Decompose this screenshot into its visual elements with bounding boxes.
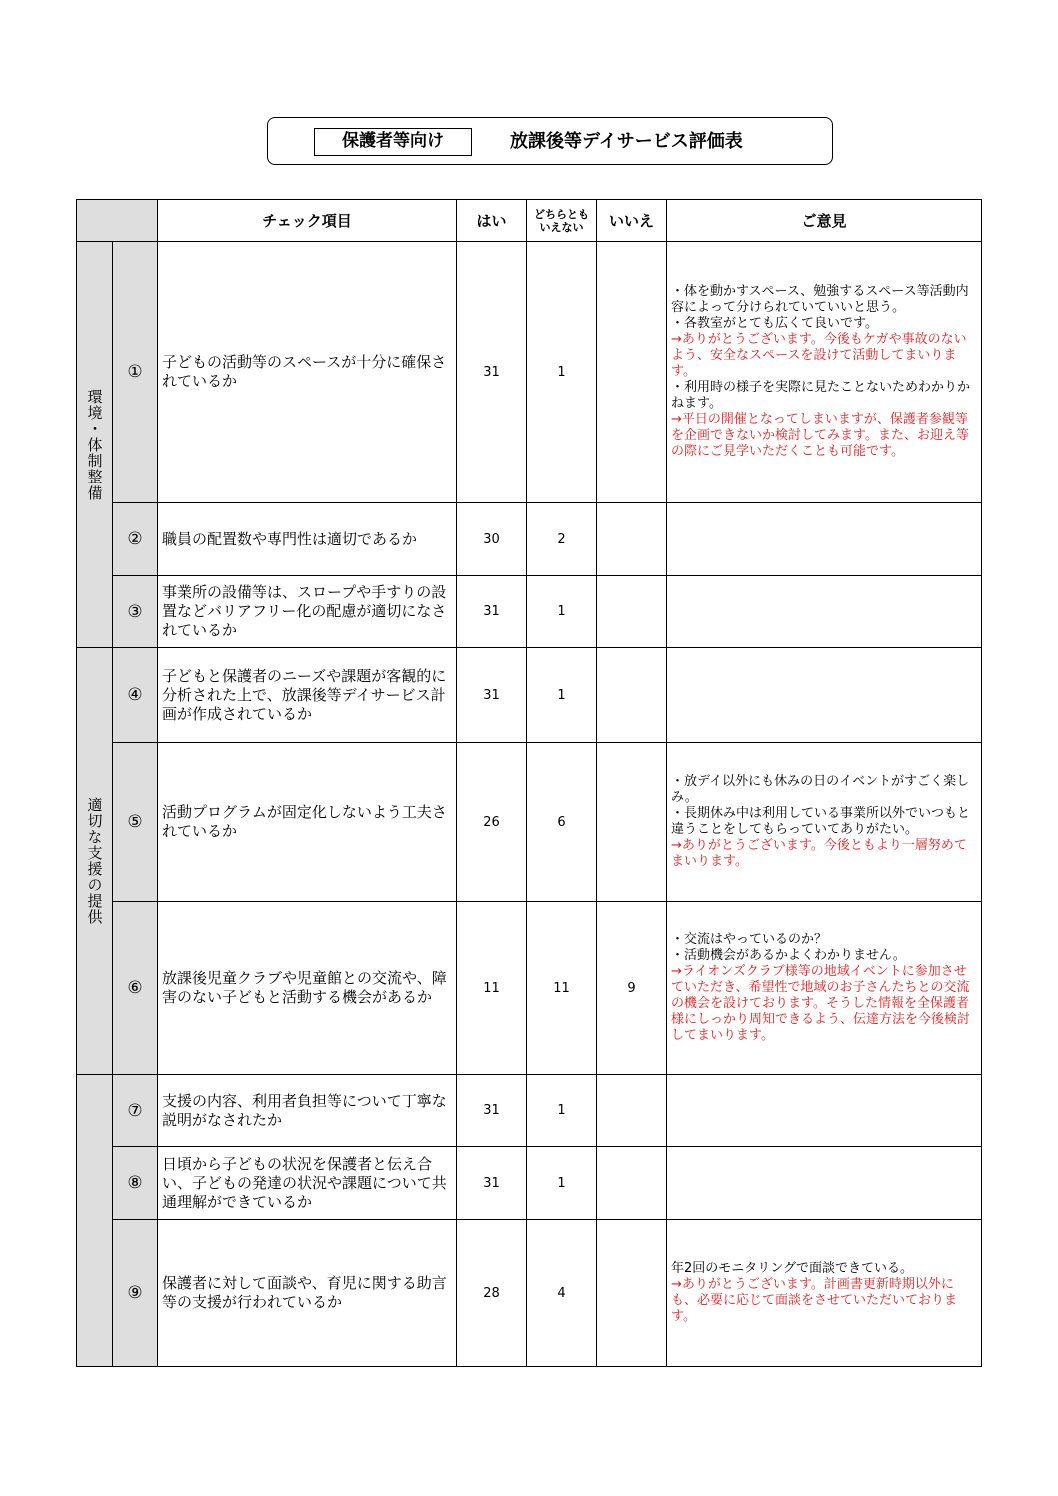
check-item: 子どもの活動等のスペースが十分に確保されているか: [158, 242, 457, 503]
row-number: ⑨: [113, 1220, 158, 1367]
header-opinion: ご意見: [667, 200, 982, 242]
neither-count: 6: [527, 743, 597, 902]
page-title: 放課後等デイサービス評価表: [510, 131, 743, 152]
check-item: 保護者に対して面談や、育児に関する助言等の支援が行われているか: [158, 1220, 457, 1367]
row-number: ④: [113, 648, 158, 743]
table-row: [77, 242, 982, 503]
parent-comment: ・放デイ以外にも休みの日のイベントがすごく楽しみ。: [671, 774, 970, 805]
yes-count: 28: [457, 1220, 527, 1367]
header-neither: [527, 200, 597, 242]
row-number: ⑥: [113, 902, 158, 1075]
row-number: ①: [113, 242, 158, 503]
header-row: [77, 200, 982, 242]
no-count: [597, 1220, 667, 1367]
staff-response: →平日の開催となってしまいますが、保護者参観等を企画できないか検討してみます。また、お迎え等の際にご見学いただくことも可能です。: [671, 412, 969, 459]
parent-comment: ・各教室がとても広くて良いです。: [671, 316, 878, 331]
staff-response: →ありがとうございます。計画書更新時期以外にも、必要に応じて面談をさせていただいております。: [671, 1277, 958, 1324]
row-number: ③: [113, 576, 158, 648]
neither-count: 1: [527, 1147, 597, 1220]
staff-response: →ありがとうございます。今後ともより一層努めてまいります。: [671, 838, 967, 869]
no-count: [597, 1075, 667, 1147]
neither-count: 1: [527, 576, 597, 648]
check-item: 活動プログラムが固定化しないよう工夫されているか: [158, 743, 457, 902]
no-count: [597, 242, 667, 503]
opinion-cell: [667, 743, 982, 902]
check-item: 日頃から子どもの状況を保護者と伝え合い、子どもの発達の状況や課題について共通理解ができているか: [158, 1147, 457, 1220]
title-box: [267, 117, 833, 165]
opinion-cell: [667, 576, 982, 648]
table-row: [77, 1075, 982, 1147]
row-number: ②: [113, 503, 158, 576]
opinion-cell: [667, 648, 982, 743]
neither-count: 1: [527, 1075, 597, 1147]
no-count: 9: [597, 902, 667, 1075]
check-item: 支援の内容、利用者負担等について丁寧な説明がなされたか: [158, 1075, 457, 1147]
header-check-item: チェック項目: [158, 200, 457, 242]
opinion-cell: [667, 902, 982, 1075]
table-row: [77, 743, 982, 902]
neither-count: 4: [527, 1220, 597, 1367]
evaluation-table: [76, 199, 982, 1367]
row-number: ⑦: [113, 1075, 158, 1147]
no-count: [597, 743, 667, 902]
check-item: 放課後児童クラブや児童館との交流や、障害のない子どもと活動する機会があるか: [158, 902, 457, 1075]
yes-count: 31: [457, 576, 527, 648]
yes-count: 31: [457, 242, 527, 503]
yes-count: 26: [457, 743, 527, 902]
neither-count: 11: [527, 902, 597, 1075]
yes-count: 31: [457, 1075, 527, 1147]
row-number: ⑧: [113, 1147, 158, 1220]
header-neither-line1: どちらとも: [534, 207, 589, 221]
no-count: [597, 576, 667, 648]
parent-comment: ・体を動かすスペース、勉強するスペース等活動内容によって分けられていていいと思う。: [671, 284, 969, 315]
parent-comment: ・長期休み中は利用している事業所以外でいつもと違うことをしてもらっていてありがたい。: [671, 806, 971, 837]
parent-comment: 年2回のモニタリングで面談できている。: [671, 1261, 914, 1276]
parent-comment: ・利用時の様子を実際に見たことないためわかりかねます。: [671, 380, 971, 411]
table-row: [77, 648, 982, 743]
yes-count: 31: [457, 648, 527, 743]
neither-count: 1: [527, 648, 597, 743]
header-blank: [77, 200, 158, 242]
row-number: ⑤: [113, 743, 158, 902]
category-support-label: 適切な支援の提供: [85, 797, 104, 925]
opinion-cell: [667, 242, 982, 503]
staff-response: →ありがとうございます。今後もケガや事故のないよう、安全なスペースを設けて活動してまいります。: [671, 332, 967, 379]
table-row: [77, 1220, 982, 1367]
header-yes: はい: [457, 200, 527, 242]
no-count: [597, 1147, 667, 1220]
opinion-cell: [667, 1075, 982, 1147]
category-env-label: 環境・体制整備: [85, 388, 104, 501]
table-row: [77, 902, 982, 1075]
category-third: [77, 1075, 113, 1367]
yes-count: 30: [457, 503, 527, 576]
opinion-cell: [667, 503, 982, 576]
no-count: [597, 503, 667, 576]
no-count: [597, 648, 667, 743]
table-row: [77, 503, 982, 576]
opinion-cell: [667, 1147, 982, 1220]
check-item: 事業所の設備等は、スロープや手すりの設置などバリアフリー化の配慮が適切になされているか: [158, 576, 457, 648]
check-item: 子どもと保護者のニーズや課題が客観的に分析された上で、放課後等デイサービス計画が作成されているか: [158, 648, 457, 743]
table-row: [77, 576, 982, 648]
neither-count: 1: [527, 242, 597, 503]
opinion-cell: [667, 1220, 982, 1367]
parent-comment: ・活動機会があるかよくわかりません。: [671, 948, 906, 963]
neither-count: 2: [527, 503, 597, 576]
header-neither-line2: いえない: [539, 220, 584, 234]
yes-count: 11: [457, 902, 527, 1075]
header-no: いいえ: [597, 200, 667, 242]
audience-tag: 保護者等向け: [314, 128, 472, 156]
category-support: [77, 648, 113, 1075]
staff-response: →ライオンズクラブ様等の地域イベントに参加させていただき、希望性で地域のお子さんたちとの交流の機会を設けております。そうした情報を全保護者様にしっかり周知できるよう、伝達方法を今後検討してまいります。: [671, 964, 971, 1043]
parent-comment: ・交流はやっているのか？: [671, 932, 828, 947]
check-item: 職員の配置数や専門性は適切であるか: [158, 503, 457, 576]
yes-count: 31: [457, 1147, 527, 1220]
category-env: [77, 242, 113, 648]
table-row: [77, 1147, 982, 1220]
